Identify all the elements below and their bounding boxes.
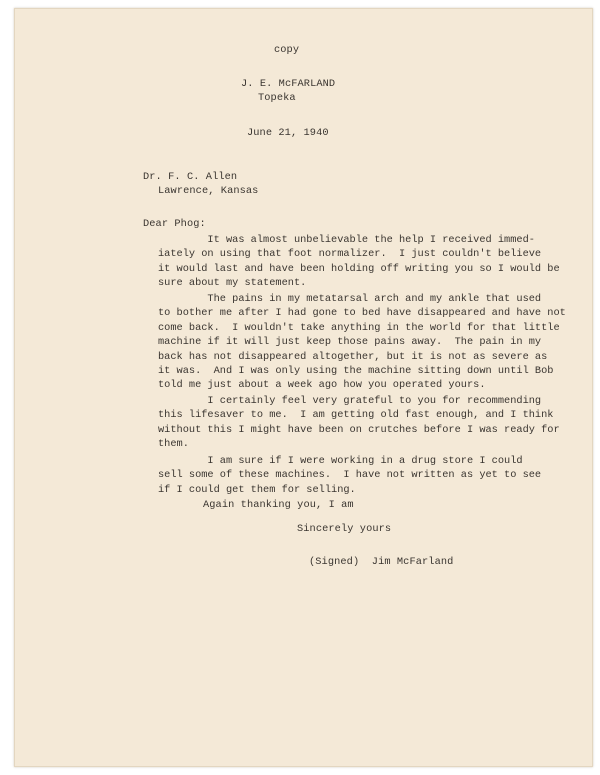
paragraph-line: The pains in my metatarsal arch and my ankle that used [158,293,542,305]
recipient-name: Dr. F. C. Allen [143,171,238,183]
paragraph-line: it would last and have been holding off writing you so I would be [158,262,560,275]
paragraph-line: sure about my statement. [158,277,307,290]
paragraph-2 [158,292,566,393]
paragraph-line: come back. I wouldn't take anything in the world for that little [158,321,560,334]
paragraph-line: if I could get them for selling. [158,483,356,496]
paragraph-line: It was almost unbelievable the help I received immed- [158,234,535,246]
paragraph-line: sell some of these machines. I have not written as yet to see [158,469,542,482]
recipient-city: Lawrence, Kansas [158,185,259,197]
copy-mark: copy [274,44,300,56]
paragraph-line: this lifesaver to me. I am getting old fast enough, and I think [158,409,554,422]
paragraph-line: I certainly feel very grateful to you for recommending [158,395,542,407]
letter-date: June 21, 1940 [247,127,329,139]
salutation: Dear Phog: [143,218,206,230]
sender-name: J. E. McFARLAND [241,78,336,90]
paragraph-3 [158,394,560,452]
closing-line: Again thanking you, I am [203,499,354,511]
paragraph-line: I am sure if I were working in a drug store I could [158,455,523,467]
letter-sheet [14,8,593,767]
paragraph-line: them. [158,438,189,451]
paragraph-line: machine if it will just keep those pains away. The pain in my [158,336,542,349]
valediction: Sincerely yours [297,523,392,535]
paragraph-1 [158,233,560,291]
paragraph-line: told me just about a week ago how you operated yours. [158,379,486,392]
paragraph-line: iately on using that foot normalizer. I just couldn't believe [158,248,542,261]
paragraph-line: without this I might have been on crutches before I was ready for [158,423,560,436]
paragraph-line: back has not disappeared altogether, but it is not as severe as [158,350,548,363]
paragraph-line: it was. And I was only using the machine sitting down until Bob [158,365,554,378]
paragraph-line: to bother me after I had gone to bed have disappeared and have not [158,307,566,320]
paragraph-4 [158,454,542,497]
sender-city: Topeka [258,92,296,104]
signature: (Signed) Jim McFarland [309,556,454,568]
